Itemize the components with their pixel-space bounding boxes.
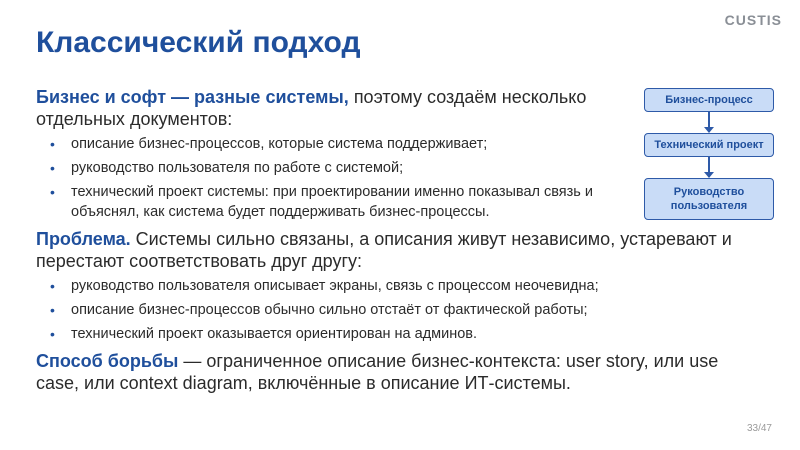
list-item: • описание бизнес-процессов обычно сильно отстаёт от фактической работы; [36, 300, 736, 320]
slide-content [36, 86, 736, 396]
diagram-box-technical-project: Технический проект [644, 133, 774, 157]
lead-strong: Способ борьбы [36, 351, 179, 371]
bullet-list [36, 276, 736, 344]
section-lead [36, 228, 736, 272]
lead-text: поэтому создаём несколько отдельных документов: [36, 87, 587, 129]
page-number: 33/47 [746, 423, 772, 434]
company-logo: CUSTIS [724, 12, 782, 28]
list-item: • технический проект оказывается ориентирован на админов. [36, 324, 736, 344]
lead-strong: Проблема. [36, 229, 131, 249]
bullet-list [36, 134, 736, 222]
list-item: • руководство пользователя по работе с системой; [36, 158, 626, 178]
lead-text: Системы сильно связаны, а описания живут независимо, устаревают и перестают соответствовать друг другу: [36, 229, 732, 271]
list-item: • описание бизнес-процессов, которые система поддерживает; [36, 134, 626, 154]
arrow-down-icon [708, 112, 710, 132]
lead-strong: Бизнес и софт — разные системы, [36, 87, 349, 107]
section-solution [36, 350, 736, 394]
section-problem [36, 228, 736, 344]
section-lead [36, 86, 596, 130]
diagram-box-user-guide: Руководство пользователя [644, 178, 774, 220]
slide-title: Классический подход [36, 26, 361, 59]
arrow-down-icon [708, 157, 710, 177]
list-item: • технический проект системы: при проектировании именно показывал связь и объяснял, как система будет поддерживать бизнес-процессы. [36, 182, 626, 222]
document-flow-diagram [644, 88, 774, 220]
section-lead [36, 350, 736, 394]
list-item: • руководство пользователя описывает экраны, связь с процессом неочевидна; [36, 276, 736, 296]
diagram-box-business-process: Бизнес-процесс [644, 88, 774, 112]
section-systems [36, 86, 736, 222]
lead-text: — ограниченное описание бизнес-контекста: user story, или use case, или context diagram, включённые в описание ИТ-системы. [36, 351, 719, 393]
